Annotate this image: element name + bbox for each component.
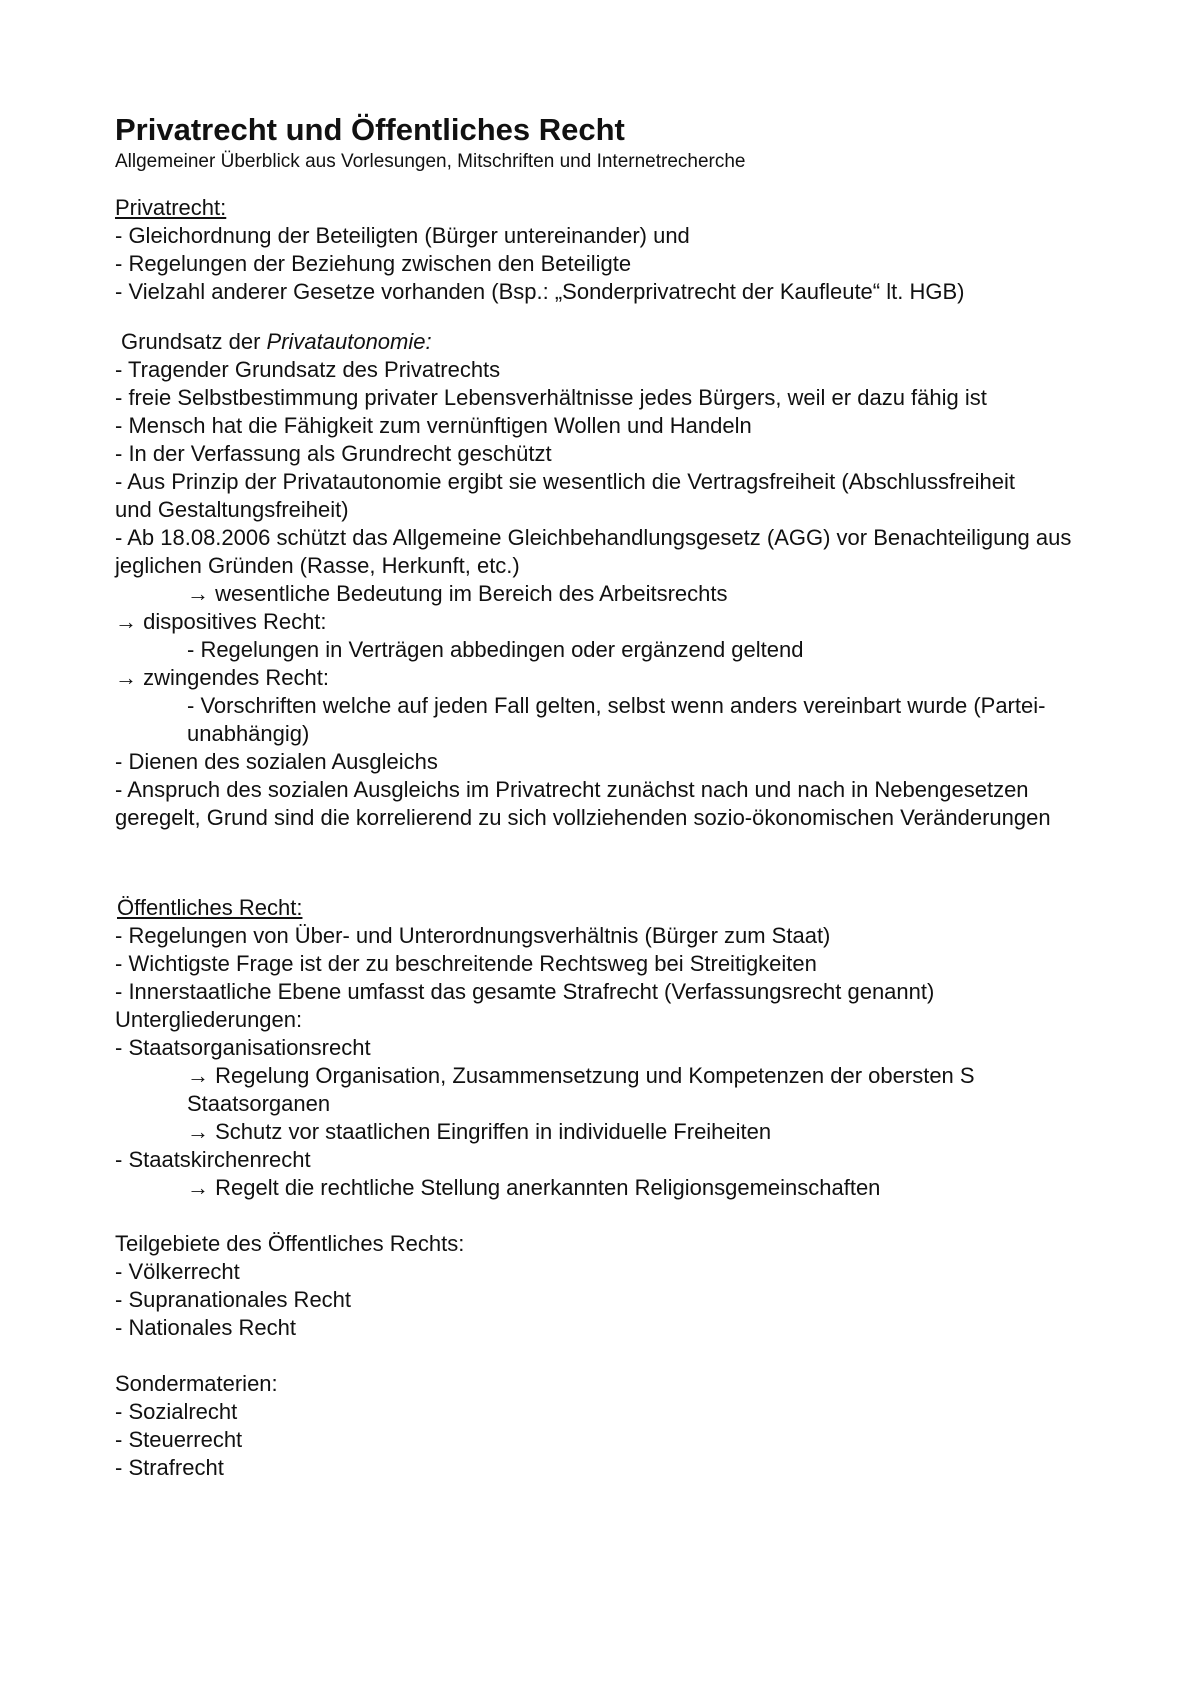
oeffentliches-recht-item: - Innerstaatliche Ebene umfasst das gesamte Strafrecht (Verfassungsrecht genannt) bbox=[115, 979, 935, 1004]
teilgebiete-item: - Supranationales Recht bbox=[115, 1287, 352, 1312]
zwingendes-recht-text-cont: unabhängig) bbox=[187, 721, 310, 746]
privatautonomie-item: - Ab 18.08.2006 schützt das Allgemeine Gleichbehandlungsgesetz (AGG) vor Benachteiligung aus bbox=[115, 525, 1072, 550]
privatautonomie-item: jeglichen Gründen (Rasse, Herkunft, etc.) bbox=[115, 553, 520, 578]
sondermaterien-heading: Sondermaterien: bbox=[115, 1371, 278, 1396]
privatautonomie-item: und Gestaltungsfreiheit) bbox=[115, 497, 349, 522]
zwingendes-recht-label: → zwingendes Recht: bbox=[115, 665, 329, 690]
ausgleich-item: geregelt, Grund sind die korrelierend zu sich vollziehenden sozio-ökonomischen Veränderungen bbox=[115, 805, 1051, 830]
teilgebiete-item: - Nationales Recht bbox=[115, 1315, 296, 1340]
dispositives-recht-label: → dispositives Recht: bbox=[115, 609, 327, 634]
teilgebiete-item: - Völkerrecht bbox=[115, 1259, 240, 1284]
privatrecht-item: - Vielzahl anderer Gesetze vorhanden (Bsp.: „Sonderprivatrecht der Kaufleute“ lt. HGB) bbox=[115, 279, 965, 304]
arbeitsrecht-note: → wesentliche Bedeutung im Bereich des Arbeitsrechts bbox=[187, 581, 728, 606]
privatautonomie-item: - Aus Prinzip der Privatautonomie ergibt sie wesentlich die Vertragsfreiheit (Abschlussfreiheit bbox=[115, 469, 1015, 494]
sondermaterien-item: - Strafrecht bbox=[115, 1455, 224, 1480]
oeffentliches-recht-heading: Öffentliches Recht: bbox=[117, 895, 303, 920]
sondermaterien-item: - Sozialrecht bbox=[115, 1399, 238, 1424]
privatautonomie-item: - In der Verfassung als Grundrecht geschützt bbox=[115, 441, 552, 466]
oeffentliches-recht-item: - Regelungen von Über- und Unterordnungsverhältnis (Bürger zum Staat) bbox=[115, 923, 831, 948]
privatautonomie-item: - freie Selbstbestimmung privater Lebensverhältnisse jedes Bürgers, weil er dazu fähig ist bbox=[115, 385, 987, 410]
staatsorganisationsrecht-note-cont: Staatsorganen bbox=[187, 1091, 331, 1116]
oeffentliches-recht-item: - Wichtigste Frage ist der zu beschreitende Rechtsweg bei Streitigkeiten bbox=[115, 951, 817, 976]
privatrecht-item: - Regelungen der Beziehung zwischen den Beteiligte bbox=[115, 251, 632, 276]
staatskirchenrecht-item: - Staatskirchenrecht bbox=[115, 1147, 311, 1172]
privatautonomie-heading bbox=[115, 328, 1115, 356]
ausgleich-item: - Anspruch des sozialen Ausgleichs im Privatrecht zunächst nach und nach in Nebengesetzen bbox=[115, 777, 1029, 802]
untergliederungen-label: Untergliederungen: bbox=[115, 1007, 303, 1032]
privatautonomie-heading-prefix: Grundsatz der bbox=[121, 329, 267, 354]
privatrecht-item: - Gleichordnung der Beteiligten (Bürger untereinander) und bbox=[115, 223, 690, 248]
ausgleich-item: - Dienen des sozialen Ausgleichs bbox=[115, 749, 438, 774]
document-page bbox=[115, 112, 1115, 1482]
staatsorganisationsrecht-note: → Regelung Organisation, Zusammensetzung und Kompetenzen der obersten S bbox=[187, 1063, 975, 1088]
zwingendes-recht-text: - Vorschriften welche auf jeden Fall gelten, selbst wenn anders vereinbart wurde (Partei- bbox=[187, 693, 1046, 718]
staatsorganisationsrecht-item: - Staatsorganisationsrecht bbox=[115, 1035, 371, 1060]
sondermaterien-item: - Steuerrecht bbox=[115, 1427, 243, 1452]
teilgebiete-heading: Teilgebiete des Öffentliches Rechts: bbox=[115, 1231, 465, 1256]
document-subtitle: Allgemeiner Überblick aus Vorlesungen, Mitschriften und Internetrecherche bbox=[115, 151, 746, 172]
privatautonomie-item: - Tragender Grundsatz des Privatrechts bbox=[115, 357, 501, 382]
privatrecht-heading: Privatrecht: bbox=[115, 195, 227, 220]
privatautonomie-item: - Mensch hat die Fähigkeit zum vernünftigen Wollen und Handeln bbox=[115, 413, 752, 438]
dispositives-recht-text: - Regelungen in Verträgen abbedingen oder ergänzend geltend bbox=[187, 637, 804, 662]
privatautonomie-heading-italic: Privatautonomie: bbox=[266, 329, 432, 354]
staatsorganisationsrecht-note: → Schutz vor staatlichen Eingriffen in individuelle Freiheiten bbox=[187, 1119, 772, 1144]
document-title: Privatrecht und Öffentliches Recht bbox=[115, 112, 625, 147]
staatskirchenrecht-note: → Regelt die rechtliche Stellung anerkannten Religionsgemeinschaften bbox=[187, 1175, 881, 1200]
